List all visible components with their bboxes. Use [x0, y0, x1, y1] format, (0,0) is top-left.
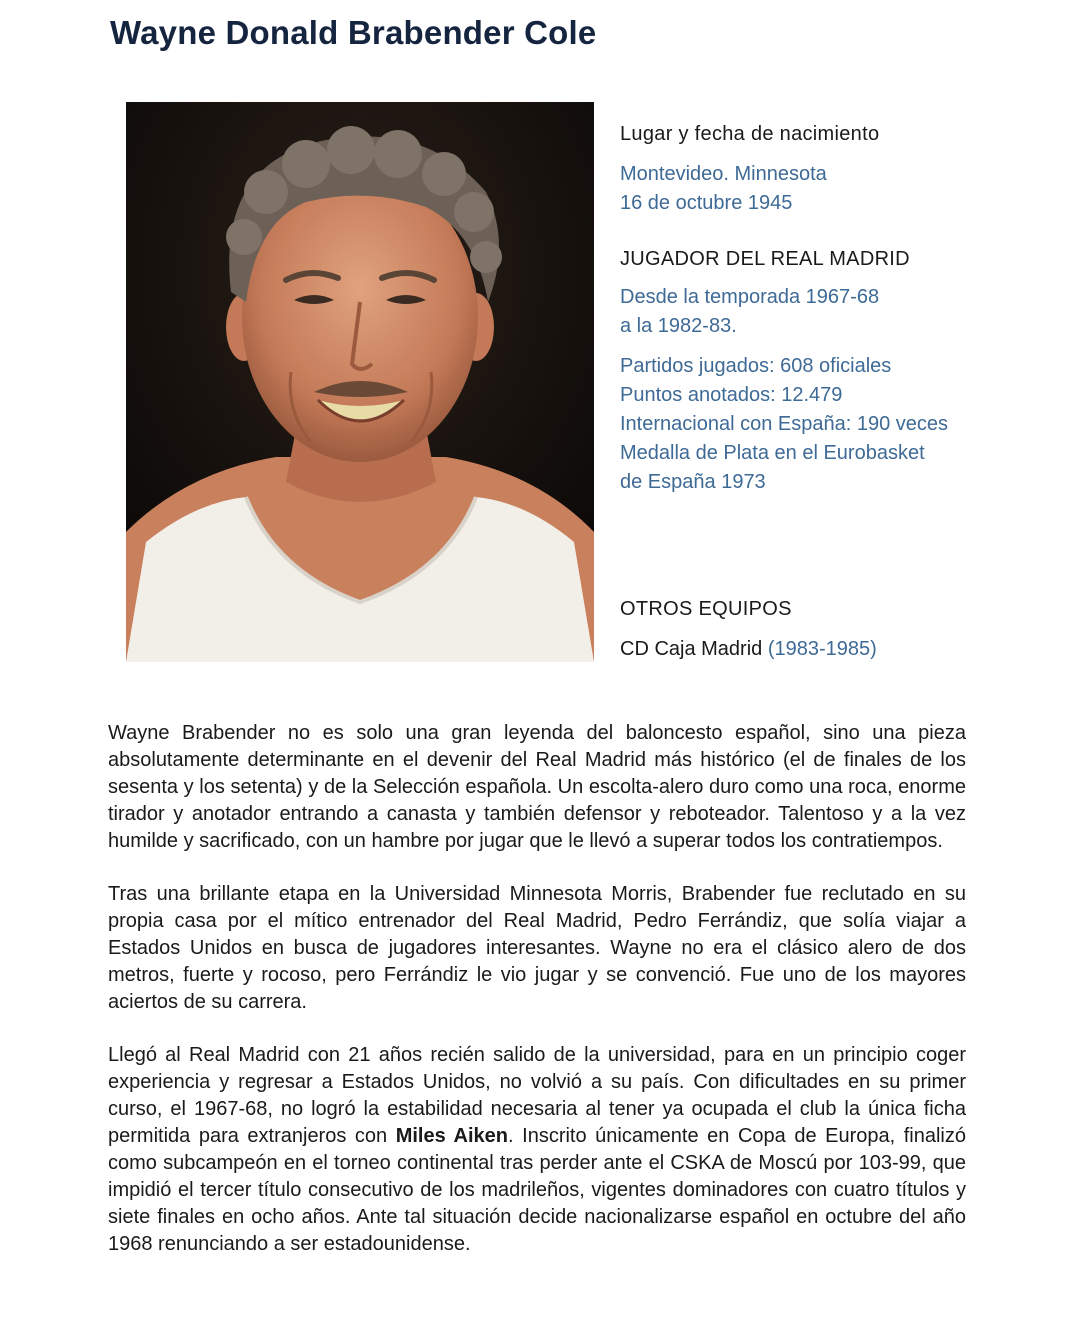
- player-portrait-icon: [126, 102, 594, 662]
- other-team-entry: [620, 635, 1060, 664]
- games-played: Partidos jugados: 608 oficiales: [620, 355, 892, 377]
- club-label: JUGADOR DEL REAL MADRID: [620, 248, 910, 270]
- bio-paragraph-1: Wayne Brabender no es solo una gran leyenda del baloncesto español, sino una pieza absolutamente determinante en el devenir del Real Madrid más histórico (el de finales de los sesenta y los setenta) y de la Selección española. Un escolta-alero duro como una roca, enorme tirador y anotador entrando a canasta y también defensor y reboteador. Talentoso y a la vez humilde y sacrificado, con un hambre por jugar que le llevó a superar todos los contratiempos.: [108, 722, 966, 852]
- points-scored: Puntos anotados: 12.479: [620, 384, 843, 406]
- medal-line-1: Medalla de Plata en el Eurobasket: [620, 442, 925, 464]
- bio-p3-start: Llegó al Real Madrid con 21 años recién salido de la universidad, para en un principio coger experiencia y regresar a Estados Unidos, no volvió a su país. Con dificultades en su primer curso, el 1967-68, no logró la estabilidad necesaria al tener ya ocupada el club la única ficha permitida para extranjeros con: [108, 1044, 966, 1147]
- biography: [108, 720, 966, 1258]
- birth-place: Montevideo. Minnesota: [620, 163, 827, 185]
- other-teams-label: OTROS EQUIPOS: [620, 598, 792, 620]
- other-team-name: CD Caja Madrid: [620, 638, 763, 660]
- bio-paragraph-3: [108, 1042, 966, 1258]
- bio-paragraph-2: Tras una brillante etapa en la Universidad Minnesota Morris, Brabender fue reclutado en su propia casa por el mítico entrenador del Real Madrid, Pedro Ferrándiz, que solía viajar a Estados Unidos en busca de jugadores interesantes. Wayne no era el clásico alero de dos metros, fuerte y rocoso, pero Ferrándiz le vio jugar y se convenció. Fue uno de los mayores aciertos de su carrera.: [108, 883, 966, 1013]
- bio-p3-end: . Inscrito únicamente en Copa de Europa, finalizó como subcampeón en el torneo continental tras perder ante el CSKA de Moscú por 103-99, que impidió el tercer título consecutivo de los madrileños, vigentes dominadores con cuatro títulos y siete finales en ocho años. Ante tal situación decide nacionalizarse español en octubre del año 1968 renunciando a ser estadounidense.: [108, 1125, 966, 1255]
- season-to: a la 1982-83.: [620, 315, 737, 337]
- international-caps: Internacional con España: 190 veces: [620, 413, 948, 435]
- player-info: [620, 120, 1060, 664]
- page-title: Wayne Donald Brabender Cole: [110, 14, 597, 51]
- medal-line-2: de España 1973: [620, 471, 766, 493]
- birth-label: Lugar y fecha de nacimiento: [620, 123, 880, 145]
- bio-p3-bold-name: Miles Aiken: [395, 1125, 509, 1147]
- birth-date: 16 de octubre 1945: [620, 192, 793, 214]
- season-from: Desde la temporada 1967-68: [620, 286, 880, 308]
- other-team-years: (1983-1985): [767, 638, 877, 660]
